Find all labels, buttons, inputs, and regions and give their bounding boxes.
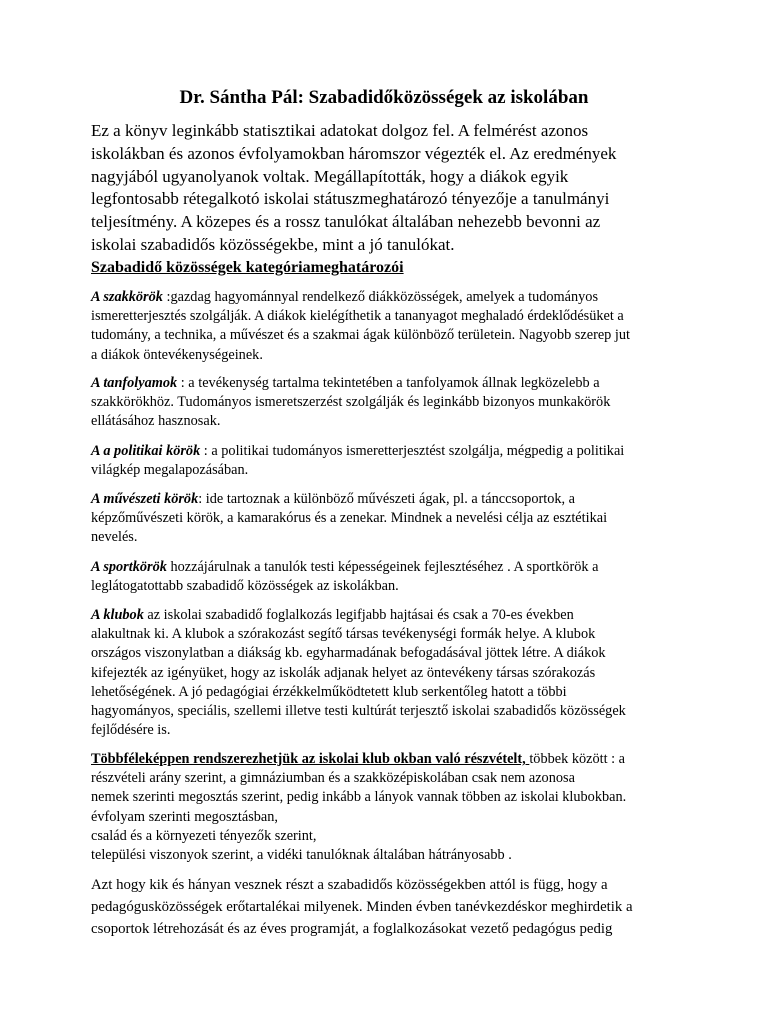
category-first-line: [91, 374, 691, 393]
intro-paragraph: [91, 120, 691, 257]
club-line: család és a környezeti tényezők szerint,: [91, 827, 317, 844]
intro-line: legfontosabb rétegalkotó iskolai státuszmeghatározó tényezője a tanulmányi: [91, 189, 610, 209]
intro-line: Ez a könyv leginkább statisztikai adatokat dolgoz fel. A felmérést azonos: [91, 121, 589, 140]
category-sportkorok: [91, 558, 691, 596]
closing-line: csoportok létrehozását és az éves programját, a foglalkozásokat vezető pedagógus pedig: [91, 921, 613, 938]
category-first-line: [91, 288, 691, 307]
club-line: évfolyam szerinti megosztásban,: [91, 808, 278, 825]
category-klubok: [91, 606, 691, 740]
club-text: többek között : a: [529, 751, 626, 767]
category-first-line: [91, 490, 691, 509]
section-heading: Szabadidő közösségek kategóriameghatározói: [91, 259, 404, 276]
category-term: A szakkörök: [91, 289, 163, 305]
category-line: szakkörökhöz. Tudományos ismeretszerzést szolgálják és leginkább bizonyos munkakörök: [91, 394, 611, 411]
category-line: leglátogatottabb szabadidő közösségek az iskolákban.: [91, 578, 399, 595]
category-line: országos viszonylatban a diákság kb. egyharmadának befogadásával jöttek létre. A diákok: [91, 645, 606, 662]
intro-line: iskolai szabadidős közösségekbe, mint a jó tanulókat.: [91, 234, 455, 254]
club-line: részvételi arány szerint, a gimnáziumban és a szakközépiskolában csak nem azonosa: [91, 770, 575, 787]
intro-line: nagyjából ugyanolyanok voltak. Megállapították, hogy a diákok egyik: [91, 166, 569, 186]
category-first-line: [91, 558, 691, 577]
club-participation-section: [91, 750, 691, 865]
category-line: alakultnak ki. A klubok a szórakozást segítő társas tevékenységi formák helye. A klubok: [91, 626, 596, 643]
category-text: az iskolai szabadidő foglalkozás legifjabb hajtásai és csak a 70-es években: [143, 607, 574, 623]
category-text: : a politikai tudományos ismeretterjesztést szolgálja, mégpedig a politikai: [200, 443, 625, 459]
category-tanfolyamok: [91, 374, 691, 432]
category-line: tudomány, a technika, a művészet és a szakmai ágak különböző területein. Nagyobb szerep jut: [91, 327, 630, 344]
category-line: világkép megalapozásában.: [91, 462, 249, 479]
intro-line: teljesítmény. A közepes és a rossz tanulókat általában nehezebb bevonni az: [91, 212, 601, 232]
category-term: A tanfolyamok: [91, 375, 178, 391]
category-line: lehetőségének. A jó pedagógiai érzékkelműködtetett klub serkentőleg hatott a többi: [91, 683, 567, 700]
category-term: A klubok: [91, 607, 144, 623]
category-text: : ide tartoznak a különböző művészeti ágak, pl. a tánccsoportok, a: [198, 491, 575, 507]
category-line: ismeretterjesztés szolgálják. A diákok kielégíthetik a tananyagot meghaladó érdeklődésüket a: [91, 308, 624, 325]
category-line: nevelés.: [91, 529, 138, 546]
intro-line: iskolákban és azonos évfolyamokban háromszor végezték el. Az eredmények: [91, 143, 617, 163]
category-line: képzőművészeti körök, a kamarakórus és a zenekar. Mindnek a nevelési célja az esztétikai: [91, 510, 608, 527]
category-text: : a tevékenység tartalma tekintetében a tanfolyamok állnak legközelebb a: [177, 375, 600, 391]
category-term: A a politikai körök: [91, 443, 201, 459]
club-line: nemek szerinti megosztás szerint, pedig inkább a lányok vannak többen az iskolai klubokban.: [91, 789, 627, 806]
category-szakkorok: [91, 288, 691, 365]
closing-line: pedagógusközösségek erőtartalékai milyenek. Minden évben tanévkezdéskor meghirdetik a: [91, 899, 633, 916]
category-term: A sportkörök: [91, 559, 167, 575]
club-first-line: [91, 750, 691, 769]
category-politikai-korok: [91, 442, 691, 480]
category-muveszeti-korok: [91, 490, 691, 548]
document-title: Dr. Sántha Pál: Szabadidőközösségek az iskolában: [179, 87, 589, 108]
category-line: hagyományos, speciális, szellemi illetve testi kultúrát terjesztő iskolai szabadidős közösségek: [91, 703, 626, 720]
closing-line: Azt hogy kik és hányan vesznek részt a szabadidős közösségekben attól is függ, hogy a: [91, 877, 608, 893]
closing-paragraph: [91, 874, 691, 941]
category-line: a diákok öntevékenységeinek.: [91, 346, 263, 363]
club-line: települési viszonyok szerint, a vidéki tanulóknak általában hátrányosabb .: [91, 847, 512, 864]
category-line: fejlődésére is.: [91, 722, 171, 739]
category-first-line: [91, 442, 691, 461]
category-text: hozzájárulnak a tanulók testi képességeinek fejlesztéséhez . A sportkörök a: [166, 559, 599, 575]
category-line: ellátásához hasznosak.: [91, 413, 221, 430]
category-text: :gazdag hagyománnyal rendelkező diákközösségek, amelyek a tudományos: [162, 289, 599, 305]
category-first-line: [91, 606, 691, 625]
category-term: A művészeti körök: [91, 491, 199, 507]
category-line: kifejezték az igényüket, hogy az iskolák adjanak helyet az öntevékeny társas szórakozás: [91, 664, 596, 681]
club-heading: Többféleképpen rendszerezhetjük az iskolai klub okban való részvételt,: [91, 751, 530, 767]
